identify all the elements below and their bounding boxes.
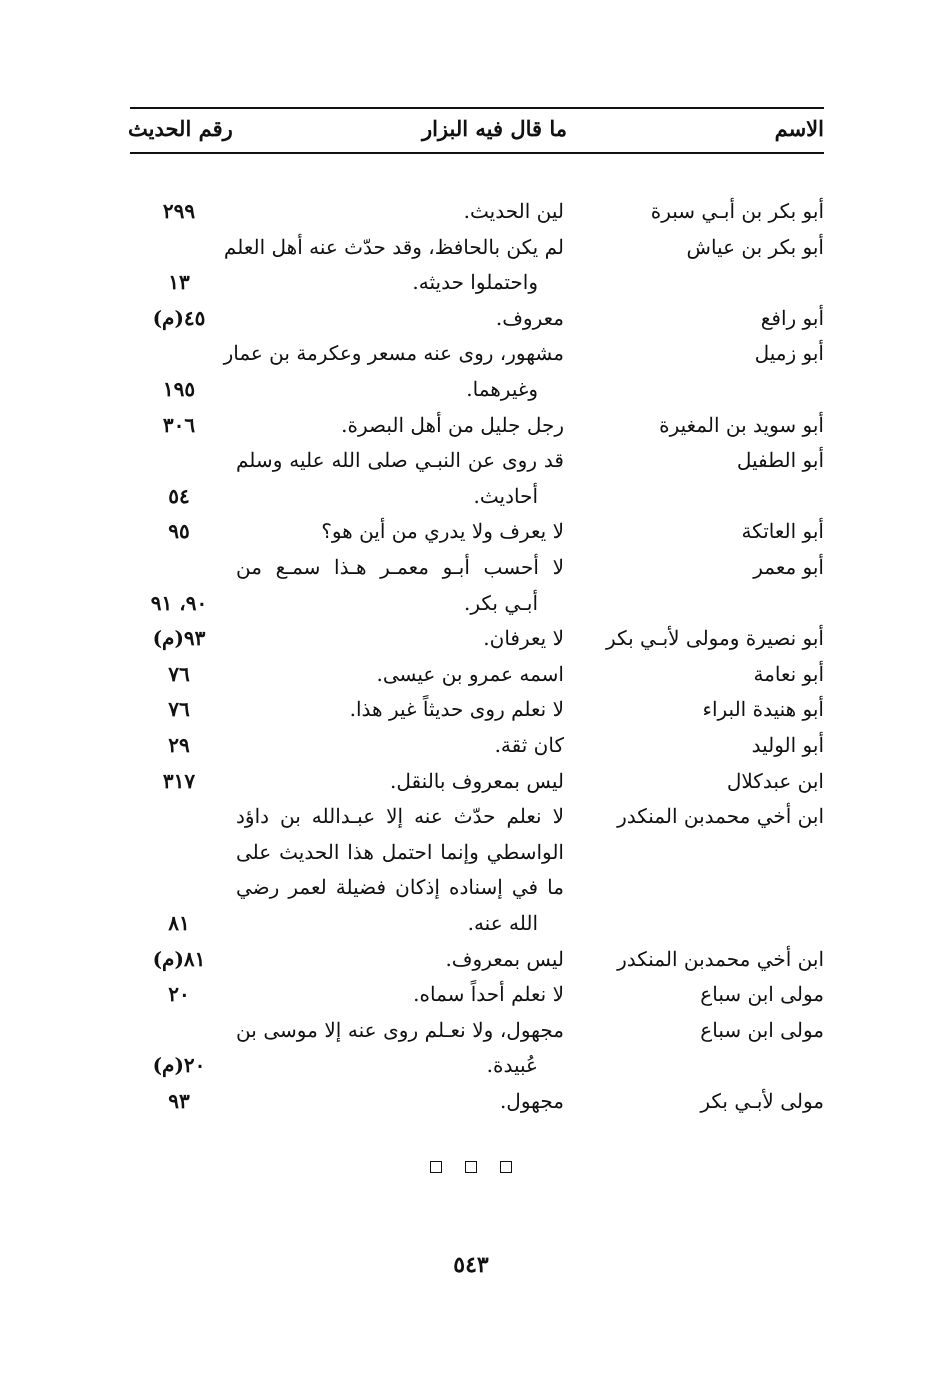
column-header-name: الاسم [774,116,824,141]
entry-hadith-number: ٢٠(م) [152,1053,206,1078]
entry-saying-line: رجل جليل من أهل البصرة. [341,412,564,437]
column-header-hadith-number: رقم الحديث [128,116,233,141]
entry-saying-line: ما في إسناده إذكان فضيلة لعمر رضي [236,875,564,900]
entry-name: أبو الوليد [751,733,824,757]
entry-saying-line: لا نعلم أحداً سماه. [413,982,564,1007]
entry-name: أبو نعامة [753,661,824,686]
entry-name: أبو بكر بن أبـي سبرة [650,199,824,223]
entry-saying-line: لا يعرف ولا يدري من أين هو؟ [321,519,564,544]
entry-name: مولى ابن سباع [700,1017,824,1042]
entry-saying-line: ليس بمعروف. [445,946,564,971]
entry-name: ابن أخي محمدبن المنكدر [617,946,824,971]
entry-hadith-number: ٧٦ [168,661,190,686]
entry-name: أبو سويد بن المغيرة [659,412,824,437]
entry-saying-line: لا نعلم روى حديثاً غير هذا. [349,697,564,722]
entry-hadith-number: ٥٤ [168,483,190,508]
entry-hadith-number: ٩٣(م) [152,626,206,651]
entry-name: أبو رافع [760,305,824,330]
entry-saying-line: اسمه عمرو بن عيسى. [376,661,564,686]
header-bottom-rule [130,152,824,154]
entry-hadith-number: ٢٩٩ [162,199,196,223]
entry-hadith-number: ٧٦ [168,697,190,722]
entry-hadith-number: ٣١٧ [162,768,196,793]
entry-hadith-number: ٨١ [168,911,190,935]
square-ornament-icon [430,1161,442,1173]
entry-saying-line: أحاديث. [473,483,538,508]
entry-saying-line: لم يكن بالحافظ، وقد حدّث عنه أهل العلم [223,234,564,259]
entry-saying-line: معروف. [495,305,564,330]
entry-name: أبو زميل [754,341,824,366]
entry-hadith-number: ٢٩ [168,733,190,757]
entry-name: أبو العاتكة [741,519,824,544]
entry-hadith-number: ٢٠ [168,982,190,1007]
entry-saying-line: كان ثقة. [494,733,564,757]
entry-name: مولى ابن سباع [700,982,824,1007]
entry-saying-line: الله عنه. [467,911,538,935]
entry-hadith-number: ٣٠٦ [162,412,196,437]
entry-hadith-number: ٩٣ [168,1089,190,1113]
page-number: ٥٤٣ [453,1252,489,1278]
section-end-ornament [430,1161,512,1177]
entry-saying-line: مجهول، ولا نعـلم روى عنه إلا موسى بن [236,1017,564,1042]
entry-name: ابن أخي محمدبن المنكدر [617,804,824,829]
entry-saying-line: مجهول. [499,1089,564,1113]
square-ornament-icon [500,1161,512,1173]
entry-saying-line: لين الحديث. [463,199,564,223]
entry-hadith-number: ١٩٥ [162,377,196,401]
entry-name: أبو نصيرة ومولى لأبـي بكر [606,626,824,651]
entry-saying-line: الواسطي وإنما احتمل هذا الحديث على [236,839,564,864]
entry-name: ابن عبدكلال [726,768,824,793]
square-ornament-icon [465,1161,477,1173]
entry-saying-line: وغيرهما. [466,377,538,401]
entry-saying-line: عُبيدة. [486,1053,538,1078]
column-header-saying: ما قال فيه البزار [421,116,567,141]
entry-saying-line: لا يعرفان. [483,626,564,651]
entry-hadith-number: ٨١(م) [152,946,206,971]
entry-saying-line: قد روى عن النبـي صلى الله عليه وسلم [236,448,564,473]
entry-name: أبو معمر [753,555,824,579]
entry-saying-line: واحتملوا حديثه. [412,270,538,295]
entry-saying-line: لا نعلم حدّث عنه إلا عبـدالله بن داؤد [236,804,564,829]
entry-hadith-number: ٤٥(م) [152,305,206,330]
entry-saying-line: أبـي بكر. [463,590,538,615]
entry-name: أبو هنيدة البراء [702,697,824,722]
entry-name: مولى لأبـي بكر [700,1089,824,1113]
entry-hadith-number: ١٣ [168,270,190,295]
entry-hadith-number: ٩٥ [168,519,190,544]
entry-saying-line: مشهور، روى عنه مسعر وعكرمة بن عمار [223,341,564,366]
entry-saying-line: ليس بمعروف بالنقل. [390,768,564,793]
entry-hadith-number: ٩٠، ٩١ [150,590,208,615]
entry-saying-line: لا أحسب أبـو معمـر هـذا سمـع من [236,555,564,579]
entry-name: أبو بكر بن عياش [686,234,824,259]
header-top-rule [130,107,824,109]
entry-name: أبو الطفيل [736,448,824,473]
